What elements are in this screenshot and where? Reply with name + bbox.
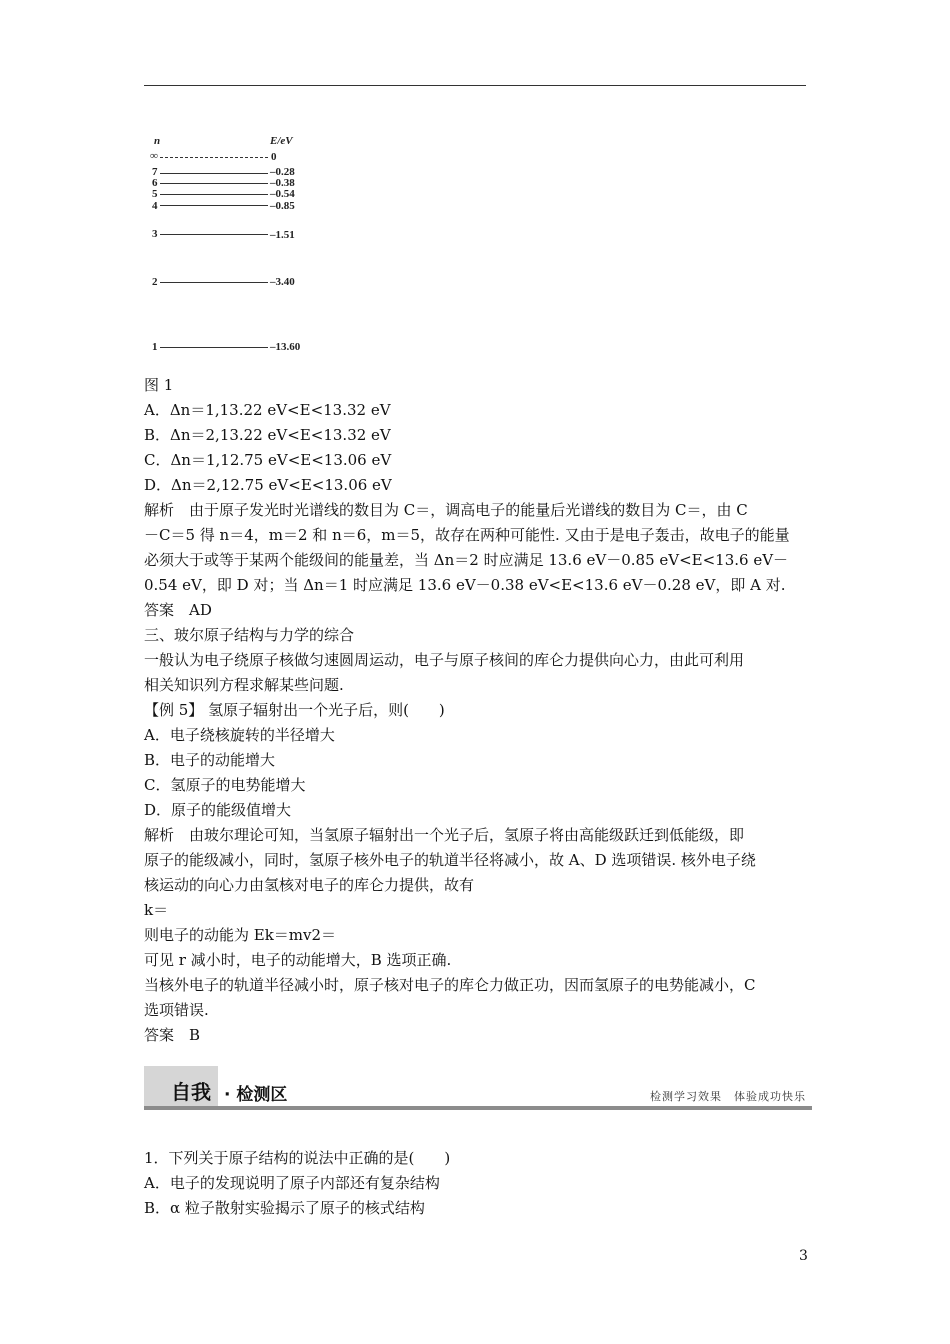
- analysis-line: 原子的能级减小，同时，氢原子核外电子的轨道半径将减小，故 A、D 选项错误. 核外电子绕: [144, 851, 756, 869]
- energy-level-line: [160, 205, 268, 206]
- option-line: A．Δn＝1,13.22 eV<E<13.32 eV: [144, 401, 391, 419]
- formula-line: k＝: [144, 901, 169, 919]
- energy-level-line: [160, 347, 268, 348]
- level-n-label: 3: [152, 228, 158, 240]
- level-energy-label: –0.28: [270, 166, 295, 178]
- axis-energy-label: [270, 136, 293, 147]
- question-line: 1．下列关于原子结构的说法中正确的是( ): [144, 1149, 451, 1167]
- analysis-line: 解析 由于原子发光时光谱线的数目为 C＝，调高电子的能量后光谱线的数目为 C＝，由 C: [144, 501, 748, 519]
- option-line: A．电子的发现说明了原子内部还有复杂结构: [144, 1174, 440, 1192]
- axis-n-label: n: [154, 135, 161, 147]
- energy-level-line: [160, 183, 268, 184]
- banner-title-main: 自我: [171, 1080, 211, 1104]
- axis-energy-text: E/eV: [270, 135, 293, 147]
- level-energy-label: –0.54: [270, 188, 295, 200]
- level-energy-label: –3.40: [270, 276, 295, 288]
- level-energy-label: –0.85: [270, 200, 295, 212]
- section-heading: 三、玻尔原子结构与力学的综合: [144, 626, 355, 644]
- example-question: 【例 5】 氢原子辐射出一个光子后，则( ): [144, 701, 445, 719]
- level-n-label: 1: [152, 341, 158, 353]
- analysis-line: 核运动的向心力由氢核对电子的库仑力提供，故有: [144, 876, 475, 894]
- formula-line: 则电子的动能为 Ek＝mv2＝: [144, 926, 337, 944]
- paragraph-line: 相关知识列方程求解某些问题.: [144, 676, 344, 694]
- option-line: C．氢原子的电势能增大: [144, 776, 306, 794]
- answer-line: 答案 B: [144, 1026, 201, 1044]
- option-line: B．Δn＝2,13.22 eV<E<13.32 eV: [144, 426, 391, 444]
- analysis-line: －C＝5 得 n＝4，m＝2 和 n＝6，m＝5，故存在两种可能性. 又由于是电子轰击，故电子的能量: [144, 526, 790, 544]
- energy-level-line: [160, 173, 268, 174]
- level-energy-label: 0: [271, 151, 277, 163]
- energy-level-diagram: [140, 128, 340, 368]
- analysis-line: 解析 由玻尔理论可知，当氢原子辐射出一个光子后，氢原子将由高能级跃迁到低能级，即: [144, 826, 745, 844]
- level-n-label: 5: [152, 188, 158, 200]
- level-n-label: ∞: [150, 150, 158, 162]
- banner-title-sub: · 检测区: [224, 1085, 288, 1105]
- option-line: D．原子的能级值增大: [144, 801, 292, 819]
- option-line: D．Δn＝2,12.75 eV<E<13.06 eV: [144, 476, 392, 494]
- option-line: B．电子的动能增大: [144, 751, 276, 769]
- analysis-line: 选项错误.: [144, 1001, 209, 1019]
- option-line: B．α 粒子散射实验揭示了原子的核式结构: [144, 1199, 425, 1217]
- level-n-label: 6: [152, 177, 158, 189]
- self-check-banner: [144, 1066, 812, 1110]
- level-energy-label: –0.38: [270, 177, 295, 189]
- banner-slogan: 检测学习效果 体验成功快乐: [650, 1090, 806, 1103]
- energy-level-line: [160, 194, 268, 195]
- option-line: C．Δn＝1,12.75 eV<E<13.06 eV: [144, 451, 392, 469]
- level-energy-label: –13.60: [270, 341, 301, 353]
- option-line: A．电子绕核旋转的半径增大: [144, 726, 335, 744]
- banner-underline: [144, 1106, 812, 1110]
- level-n-label: 2: [152, 276, 158, 288]
- answer-line: 答案 AD: [144, 601, 212, 619]
- level-n-label: 4: [152, 200, 158, 212]
- analysis-line: 必须大于或等于某两个能级间的能量差，当 Δn＝2 时应满足 13.6 eV－0.85 eV<E<13.6 eV－: [144, 551, 789, 569]
- header-rule: [144, 85, 806, 86]
- level-energy-label: –1.51: [270, 229, 295, 241]
- energy-level-line: [160, 282, 268, 283]
- level-n-label: 7: [152, 166, 158, 178]
- paragraph-line: 一般认为电子绕原子核做匀速圆周运动，电子与原子核间的库仑力提供向心力，由此可利用: [144, 651, 745, 669]
- page-number: 3: [799, 1248, 808, 1264]
- figure-caption: 图 1: [144, 376, 174, 394]
- analysis-line: 0.54 eV，即 D 对；当 Δn＝1 时应满足 13.6 eV－0.38 eV<E<13.6 eV－0.28 eV，即 A 对.: [144, 576, 786, 594]
- energy-level-line: [160, 157, 268, 158]
- analysis-line: 可见 r 减小时，电子的动能增大，B 选项正确.: [144, 951, 452, 969]
- analysis-line: 当核外电子的轨道半径减小时，原子核对电子的库仑力做正功，因而氢原子的电势能减小，C: [144, 976, 756, 994]
- energy-level-line: [160, 234, 268, 235]
